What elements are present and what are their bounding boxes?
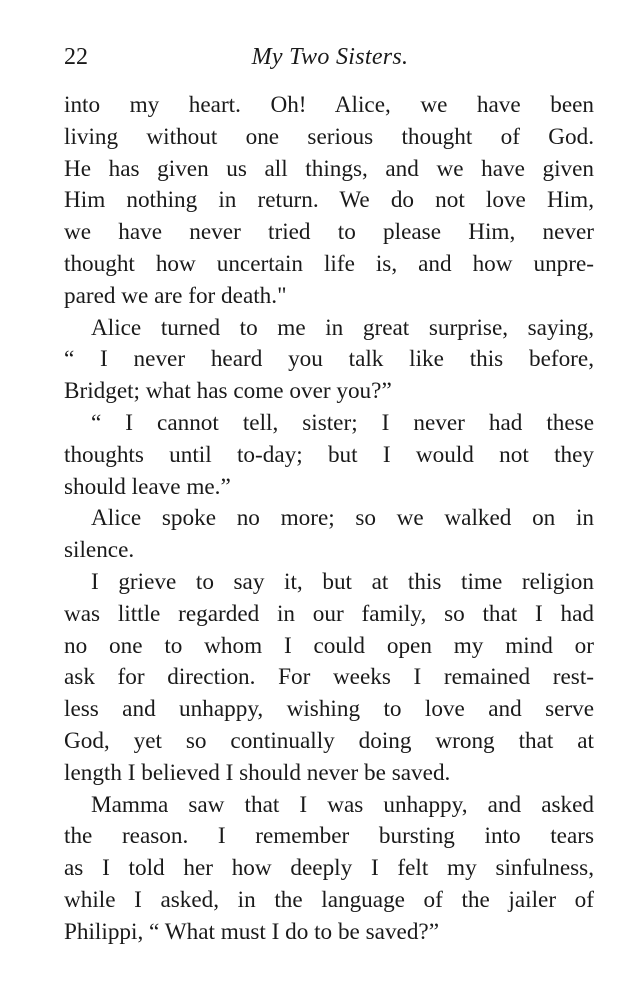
text-line: pared we are for death." <box>64 282 287 309</box>
page-header <box>64 44 596 78</box>
text-line: Mamma saw that I was unhappy, and asked <box>91 791 594 818</box>
paragraph <box>64 567 594 790</box>
text-line: while I asked, in the language of the jailer of <box>64 886 594 913</box>
text-line: as I told her how deeply I felt my sinfulness, <box>64 855 594 882</box>
text-line: no one to whom I could open my mind or <box>64 632 594 659</box>
paragraph <box>64 313 594 408</box>
body-text <box>64 90 594 949</box>
text-line: the reason. I remember bursting into tears <box>64 823 594 850</box>
text-line: length I believed I should never be saved. <box>64 759 451 786</box>
text-line: God, yet so continually doing wrong that at <box>64 727 594 754</box>
text-line: we have never tried to please Him, never <box>64 219 594 246</box>
text-line: “ I cannot tell, sister; I never had these <box>91 409 594 436</box>
text-line: thought how uncertain life is, and how unpre- <box>64 250 594 277</box>
page-number: 22 <box>64 44 88 70</box>
paragraph <box>64 408 594 503</box>
text-line: Bridget; what has come over you?” <box>64 378 392 405</box>
text-line: “ I never heard you talk like this before, <box>64 346 594 373</box>
text-line: into my heart. Oh! Alice, we have been <box>64 92 594 118</box>
text-line: Him nothing in return. We do not love Him, <box>64 187 594 214</box>
paragraph <box>64 90 594 313</box>
text-line: Alice turned to me in great surprise, saying, <box>91 314 594 341</box>
text-line: should leave me.” <box>64 473 231 500</box>
paragraph <box>64 503 594 567</box>
text-line: less and unhappy, wishing to love and serve <box>64 696 594 723</box>
running-title: My Two Sisters. <box>251 44 409 70</box>
text-line: silence. <box>64 537 135 564</box>
paragraph <box>64 790 594 949</box>
text-line: Philippi, “ What must I do to be saved?” <box>64 918 440 945</box>
text-line: He has given us all things, and we have given <box>64 155 594 182</box>
text-line: was little regarded in our family, so that I had <box>64 600 594 627</box>
text-line: living without one serious thought of God. <box>64 123 594 150</box>
text-line: ask for direction. For weeks I remained rest- <box>64 664 594 691</box>
text-line: Alice spoke no more; so we walked on in <box>91 505 594 532</box>
text-line: I grieve to say it, but at this time religion <box>91 568 594 595</box>
text-line: thoughts until to-day; but I would not they <box>64 441 594 468</box>
